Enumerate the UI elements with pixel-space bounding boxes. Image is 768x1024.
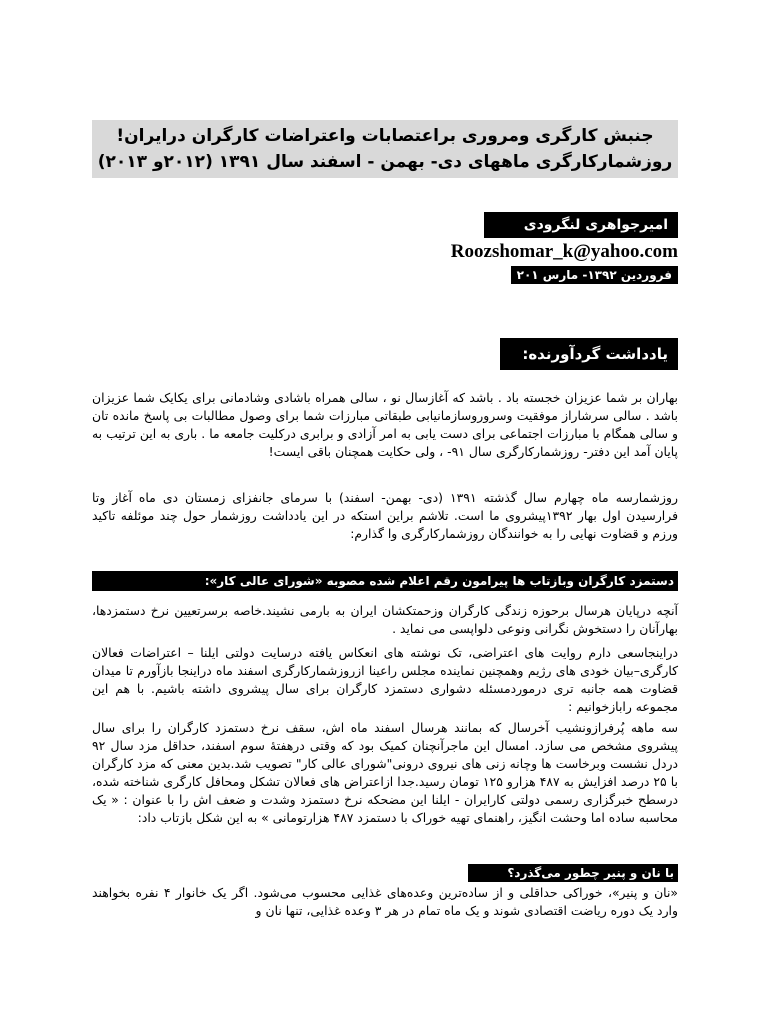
paragraph-narratives: دراینجاسعی دارم روایت های اعتراضی، تک نوشته های انعکاس یافته درسایت دولتی ایلنا – اعتراضات فعالان کارگری–بیان خودی های رژیم وهمچنین نماینده مجلس راعینا ازروزشمارکارگری اسفند ماه دراینجا بازآورم تا میدان قضاوت همه جانبه تری درموردمسئله دشواری دستمزد کارگران برای سال پیشروی داشته باشیم. با هم این مجموعه رابازخوانیم : — [92, 645, 678, 714]
paragraph-wage-report: سه ماهه پُرفرازونشیب آخرسال که بمانند هرسال اسفند ماه اش، سقف نرخ دستمزد کارگران را برای سال پیشروی مشخص می سازد. امسال این ماجرآنچنان کمیک بود که وقتی درهفتهٔ سوم اسفند، حداقل مزد سال ۹۲ دردل نشست وبرخاست ها وچانه زنی های نیروی درونی"شورای عالی کار" تصویب شد.بدین معنی که مزد کارگران با ۲۵ درصد افزایش به ۴۸۷ هزارو ۱۲۵ تومان رسید.جدا ازاعتراض های فعالان تشکل ومحافل کارگری شناخته شده، درسطح خبرگزاری رسمی دولتی کارایران - ایلنا این مضحکه نرخ دستمزد وشدت و ضعف اش را با عنوان : « یک محاسبه ساده اما وحشت انگیز، راهنمای تهیه خوراک با دستمزد ۴۸۷ هزارتومانی » به این شکل بازتاب داد: — [92, 720, 678, 825]
title-box — [92, 120, 678, 178]
note-heading: یادداشت گردآورنده: — [500, 338, 678, 370]
paragraph-bread-cheese: «نان و پنیر»، خوراکی حداقلی و از ساده‌ترین وعده‌های غذایی محسوب می‌شود. اگر یک خانوار ۴ نفره بخواهند وارد یک دوره ریاضت اقتصادی شوند و یک ماه تمام در هر ۳ وعده غذایی، تنها نان و — [92, 885, 678, 918]
paragraph-greeting: بهاران بر شما عزیزان خجسته باد . باشد که آغازسال نو ، سالی همراه باشادی وشادمانی برای یکایک شما عزیزان باشد . سالی سرشاراز موفقیت وسروروسازمانیابی طبقاتی مبارزات شما برای وصول مطالبات بی پاسخ مانده تان و سالی همگام با مبارزات اجتماعی برای دست یابی به امر آزادی و برابری درکلیت جامعه ما . باری به این ترتیب به پایان آمد این دفتر- روزشمارکارگری سال ۹۱- ، ولی حکایت همچنان باقی ایست! — [92, 390, 678, 459]
title-line-1: جنبش کارگری ومروری براعتصابات واعتراضات کارگران درایران! — [116, 126, 654, 146]
publication-date: فروردین ۱۳۹۲- مارس ۲۰۱ — [511, 266, 678, 284]
section-heading-bread: با نان و پنیر چطور می‌گذرد؟ — [468, 864, 678, 882]
paragraph-year-end: آنچه درپایان هرسال برحوزه زندگی کارگران وزحمتکشان ایران به بارمی نشیند.خاصه برسرتعیین نرخ دستمزدها، بهارآنان را دستخوش نگرانی ونوعی دلواپسی می نماید . — [92, 603, 678, 636]
author-email[interactable]: Roozshomar_k@yahoo.com — [450, 241, 678, 262]
author-block — [430, 212, 678, 284]
paragraph-intro: روزشمارسه ماه چهارم سال گذشته ۱۳۹۱ (دی- بهمن- اسفند) با سرمای جانفزای زمستان دی ماه آغاز وتا فرارسیدن اول بهار ۱۳۹۲پیشروی ما است. تلاشم براین استکه در این یادداشت روزشمار حول چند موئلفه تاکید ورزم و قضاوت نهایی را به خوانندگان روزشمارکارگری وا گذارم: — [92, 490, 679, 541]
section-heading-wages: دستمزد کارگران وبازتاب ها پیرامون رقم اعلام شده مصوبه «شورای عالی کار»: — [92, 571, 678, 591]
author-name: امیرجواهری لنگرودی — [484, 212, 678, 238]
title-line-2: روزشمارکارگری ماههای دی- بهمن - اسفند سال ۱۳۹۱ (۲۰۱۲و ۲۰۱۳) — [97, 152, 673, 172]
